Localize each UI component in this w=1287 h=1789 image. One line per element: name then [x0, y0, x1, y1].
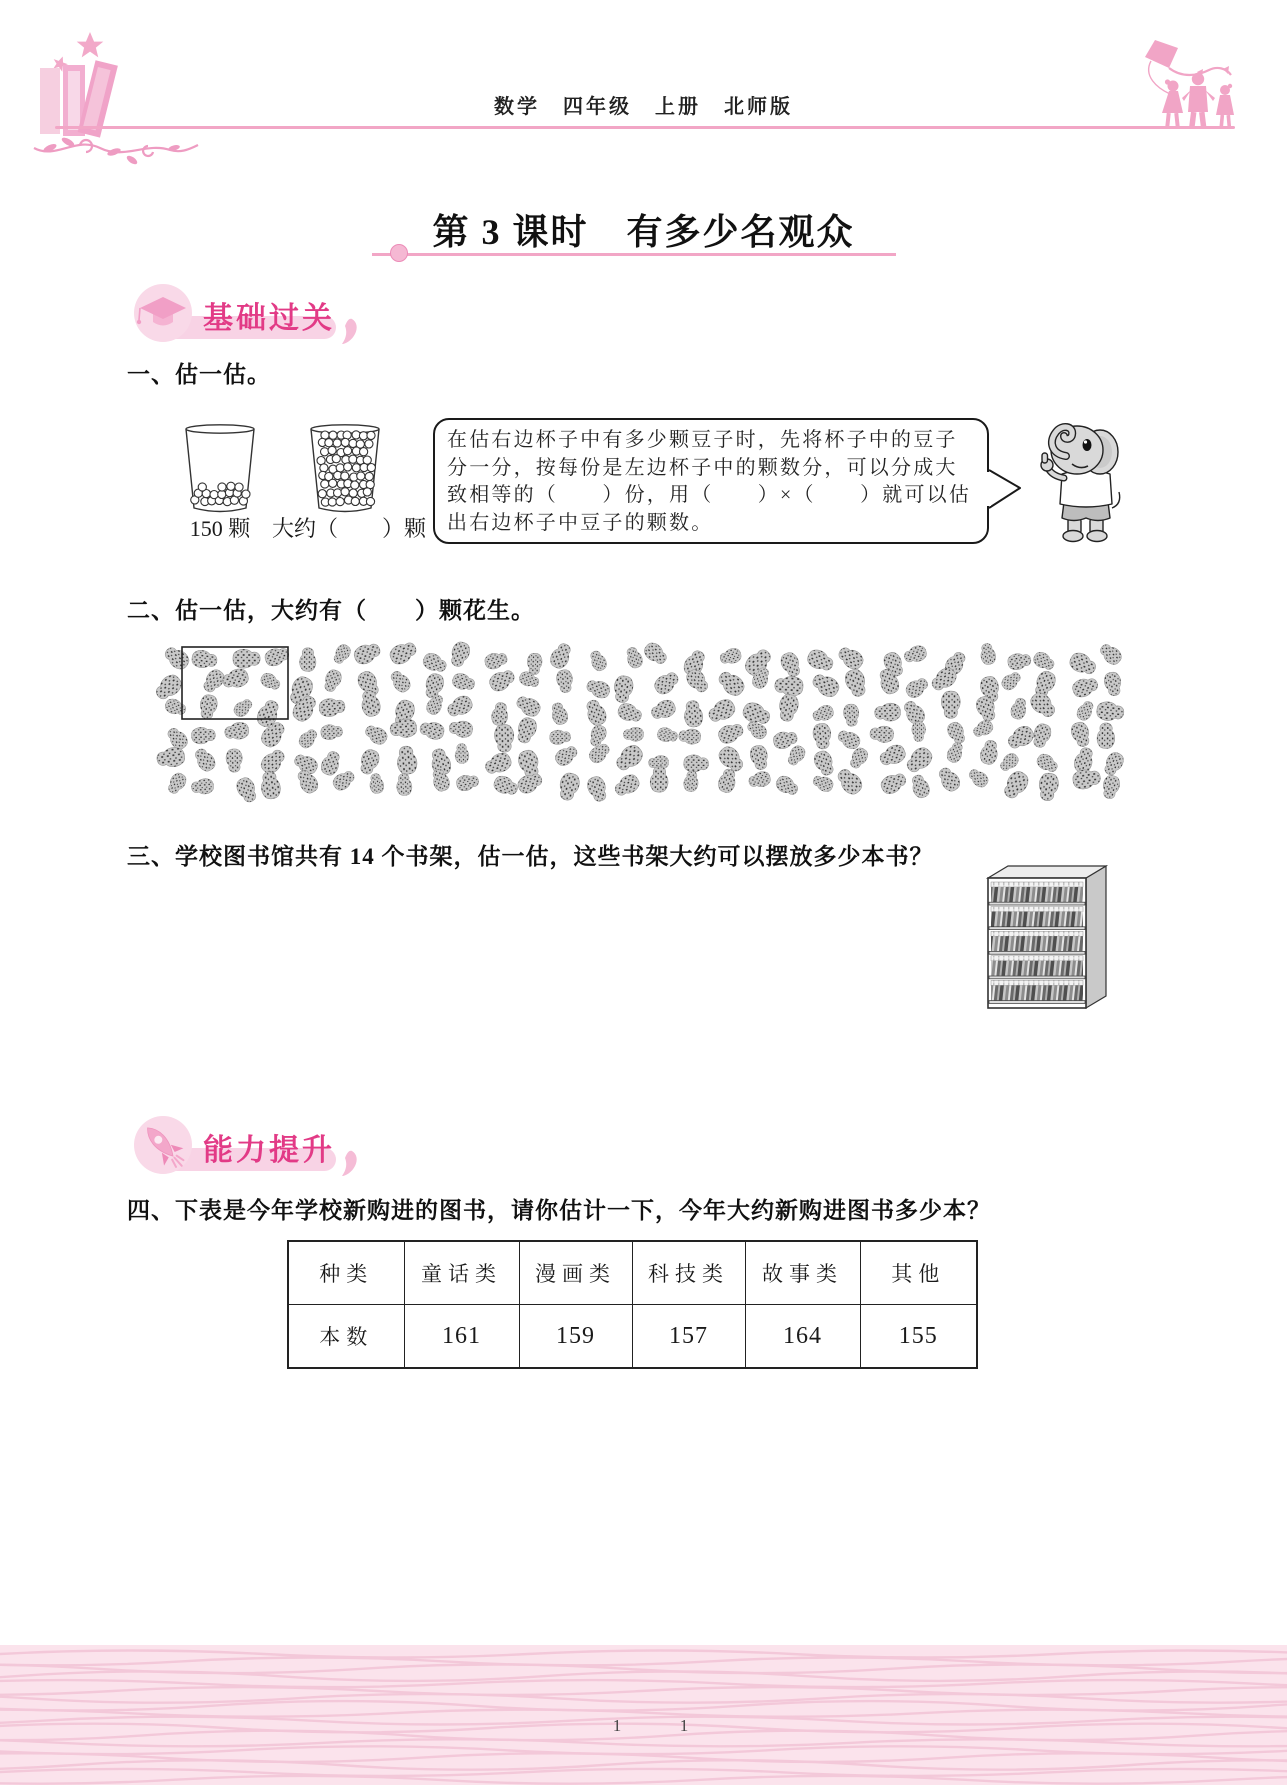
- rocket-icon: [132, 1114, 194, 1176]
- q2-prompt: 二、估一估，大约有（ ）颗花生。: [127, 598, 535, 623]
- section-advanced-badge: [132, 1114, 392, 1178]
- elephant-mascot: [1032, 412, 1137, 547]
- left-cup-label: 150 颗: [189, 516, 251, 541]
- table-header-cell: 童话类: [404, 1241, 519, 1305]
- page-number-left: 1: [612, 1716, 622, 1735]
- section-advanced-label: 能力提升: [203, 1134, 335, 1167]
- table-header-cell: 其他: [860, 1241, 977, 1305]
- table-value-cell: 159: [519, 1305, 632, 1369]
- ribbon-curl: [340, 1150, 358, 1177]
- title-underline-dot: [390, 244, 408, 262]
- section-basic-label: 基础过关: [203, 302, 335, 335]
- bookshelf-figure: [982, 856, 1122, 1018]
- books-table: [287, 1240, 978, 1369]
- ribbon-curl: [340, 318, 358, 345]
- right-cup-label: 大约（ ）颗: [272, 516, 427, 541]
- edition-header: 数学 四年级 上册 北师版: [494, 96, 793, 118]
- hint-bubble: [433, 418, 989, 544]
- hint-bubble-text: 在估右边杯子中有多少颗豆子时，先将杯子中的豆子分一分，按每份是左边杯子中的颗数分，可以分成大致相等的（ ）份，用（ ）×（ ）就可以估出右边杯子中豆子的颗数。: [447, 429, 972, 534]
- table-value-cell: 161: [404, 1305, 519, 1369]
- table-header-cell: 故事类: [745, 1241, 860, 1305]
- table-value-cell: 157: [632, 1305, 745, 1369]
- q3-prompt: 三、学校图书馆共有 14 个书架，估一估，这些书架大约可以摆放多少本书？: [127, 844, 934, 869]
- table-value-cell: 155: [860, 1305, 977, 1369]
- kite-family-decoration: [1085, 36, 1285, 136]
- footer-wave-band: [0, 1645, 1287, 1785]
- header-rule: [55, 126, 1235, 129]
- section-basic-badge: [132, 282, 392, 346]
- table-header-cell: 种类: [288, 1241, 404, 1305]
- graduation-cap-icon: [132, 282, 194, 344]
- table-row-label: 本数: [288, 1305, 404, 1369]
- title-underline: [372, 253, 896, 256]
- q1-prompt: 一、估一估。: [127, 362, 271, 387]
- q4-prompt: 四、下表是今年学校新购进的图书，请你估计一下，今年大约新购进图书多少本？: [127, 1198, 991, 1223]
- bubble-tail: [987, 468, 1025, 512]
- table-header-cell: 科技类: [632, 1241, 745, 1305]
- vine-leaves: [42, 136, 180, 166]
- page-title: 第 3 课时 有多少名观众: [432, 212, 855, 252]
- table-header-row: [288, 1241, 977, 1305]
- full-cup-figure: [305, 420, 385, 516]
- page-number-right: 1: [679, 1716, 689, 1735]
- empty-cup-figure: [180, 420, 260, 516]
- table-value-cell: 164: [745, 1305, 860, 1369]
- peanut-field: [150, 633, 1155, 805]
- table-value-row: [288, 1305, 977, 1369]
- table-header-cell: 漫画类: [519, 1241, 632, 1305]
